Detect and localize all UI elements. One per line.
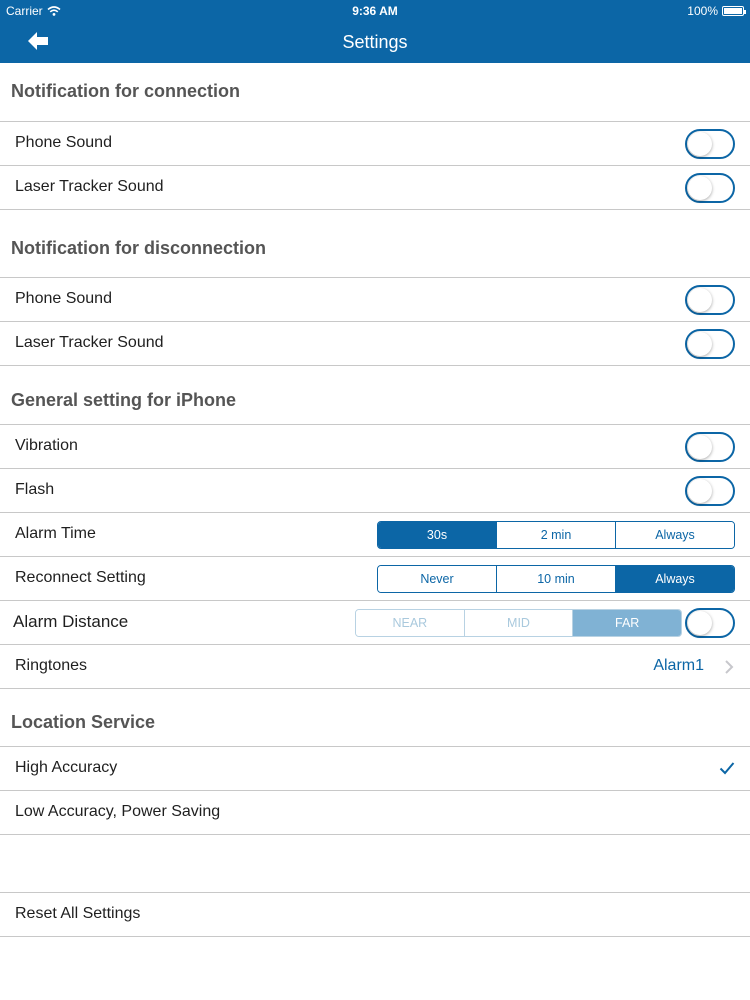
row-label: Vibration	[15, 437, 78, 454]
section-header-general: General setting for iPhone	[11, 390, 237, 410]
toggle-knob	[688, 132, 712, 156]
alarm-time-segmented-control[interactable]	[377, 521, 735, 549]
row-label: Ringtones	[15, 657, 88, 674]
row-label: Low Accuracy, Power Saving	[15, 803, 221, 820]
row-connection-phone-sound	[0, 121, 750, 165]
checkmark-icon	[719, 761, 735, 775]
row-ringtones[interactable]	[0, 644, 750, 689]
row-label: Phone Sound	[15, 290, 112, 307]
row-alarm-distance	[0, 600, 750, 644]
page-title: Settings	[342, 32, 408, 52]
row-connection-laser-sound	[0, 165, 750, 210]
alarm-distance-segmented-control[interactable]	[355, 609, 682, 637]
row-alarm-time	[0, 512, 750, 556]
toggle-knob	[688, 611, 712, 635]
toggle-knob	[688, 479, 712, 503]
reconnect-option-always[interactable]: Always	[615, 566, 734, 592]
row-reconnect-setting	[0, 556, 750, 600]
alarm-distance-option-near[interactable]: NEAR	[356, 610, 464, 636]
reconnect-option-10min[interactable]: 10 min	[496, 566, 615, 592]
phone-sound-connection-toggle[interactable]	[685, 129, 735, 159]
alarm-distance-option-far[interactable]: FAR	[572, 610, 681, 636]
chevron-right-icon	[723, 659, 735, 675]
row-label: Phone Sound	[15, 134, 112, 151]
row-label: Laser Tracker Sound	[15, 334, 164, 351]
section-header-connection: Notification for connection	[11, 81, 240, 101]
flash-toggle[interactable]	[685, 476, 735, 506]
vibration-toggle[interactable]	[685, 432, 735, 462]
status-time: 9:36 AM	[352, 4, 398, 18]
battery-percent: 100%	[687, 4, 718, 18]
row-label: Flash	[15, 481, 55, 498]
row-flash	[0, 468, 750, 512]
ringtone-value: Alarm1	[653, 657, 704, 674]
row-label: Alarm Time	[15, 525, 96, 542]
reconnect-option-never[interactable]: Never	[378, 566, 496, 592]
reset-all-settings-button[interactable]	[0, 892, 750, 937]
navigation-bar	[0, 22, 750, 63]
reconnect-segmented-control[interactable]	[377, 565, 735, 593]
section-header-disconnection: Notification for disconnection	[11, 238, 266, 258]
alarm-time-option-30s[interactable]: 30s	[378, 522, 496, 548]
carrier-label: Carrier	[6, 4, 43, 18]
row-label: Reconnect Setting	[15, 569, 146, 586]
alarm-distance-option-mid[interactable]: MID	[464, 610, 573, 636]
row-disconnection-laser-sound	[0, 321, 750, 366]
row-label: Laser Tracker Sound	[15, 178, 164, 195]
toggle-knob	[688, 288, 712, 312]
row-disconnection-phone-sound	[0, 277, 750, 321]
alarm-time-option-2min[interactable]: 2 min	[496, 522, 615, 548]
status-bar	[0, 0, 750, 22]
battery-indicator	[687, 4, 744, 18]
row-vibration	[0, 424, 750, 468]
phone-sound-disconnection-toggle[interactable]	[685, 285, 735, 315]
row-label: Alarm Distance	[13, 612, 129, 631]
laser-sound-connection-toggle[interactable]	[685, 173, 735, 203]
row-low-accuracy[interactable]	[0, 790, 750, 835]
laser-sound-disconnection-toggle[interactable]	[685, 329, 735, 359]
row-label: High Accuracy	[15, 759, 118, 776]
reset-label: Reset All Settings	[15, 905, 141, 922]
toggle-knob	[688, 332, 712, 356]
battery-icon	[722, 6, 744, 16]
toggle-knob	[688, 176, 712, 200]
section-header-location: Location Service	[11, 712, 156, 732]
row-high-accuracy[interactable]	[0, 746, 750, 790]
alarm-distance-toggle[interactable]	[685, 608, 735, 638]
alarm-time-option-always[interactable]: Always	[615, 522, 734, 548]
toggle-knob	[688, 435, 712, 459]
